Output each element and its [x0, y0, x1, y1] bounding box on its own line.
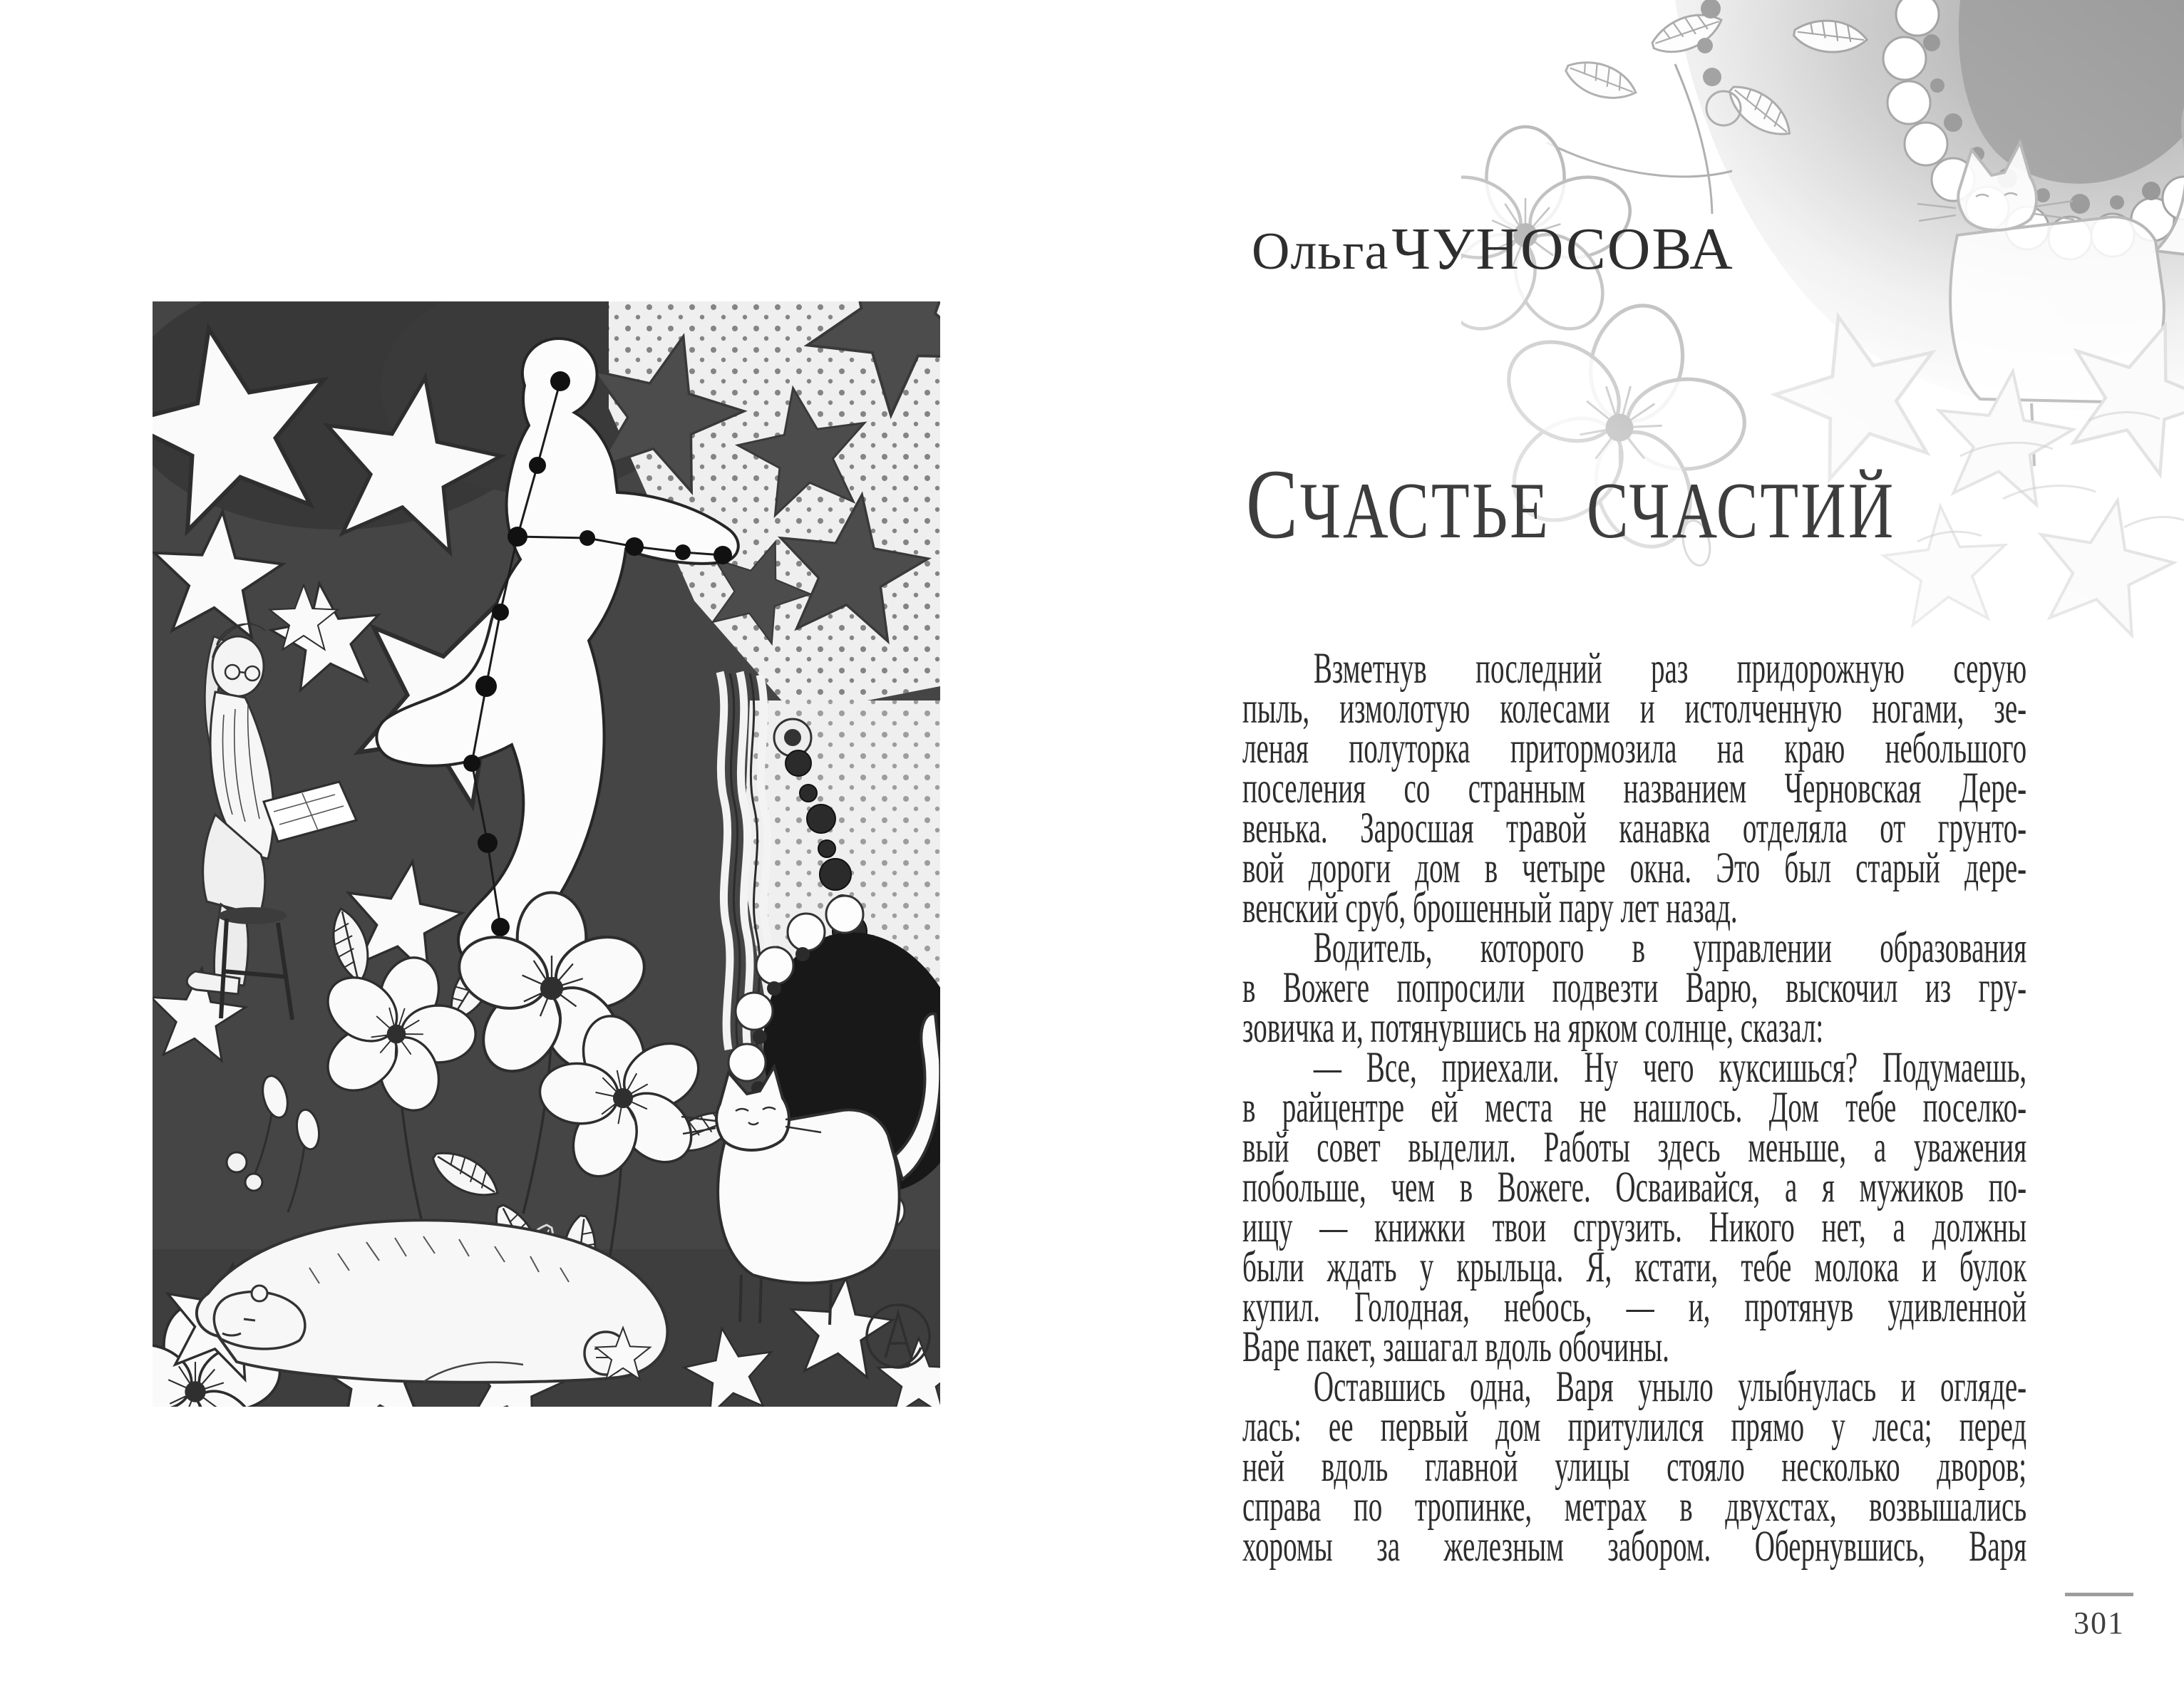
text-line: вый совет выделил. Работы здесь меньше, а уважения [1242, 1124, 2027, 1172]
page-number: 301 [2074, 1606, 2125, 1640]
story-title: СЧАСТЬЕ СЧАСТИЙ [1246, 449, 1896, 559]
text-line: Водитель, которого в управлении образования [1313, 924, 2027, 972]
faded-floral-decoration [1461, 0, 2184, 713]
paragraph [1242, 924, 2027, 1052]
text-line: побольше, чем в Вожеге. Осваивайся, а я мужиков по- [1242, 1164, 2027, 1211]
text-line: в райцентре ей места не нашлось. Дом тебе поселко- [1242, 1084, 2027, 1132]
text-line: справа по тропинке, метрах в двухстах, возвышались [1242, 1483, 2027, 1531]
text-line: были ждать у крыльца. Я, кстати, тебе молока и булок [1242, 1244, 2027, 1291]
text-line: поселения со странным названием Черновская Дере- [1242, 765, 2027, 812]
author-last-name: ЧУНОСОВА [1391, 216, 1734, 282]
text-line: хоромы за железным забором. Обернувшись, Варя [1242, 1523, 2027, 1571]
text-line: лась: ее первый дом притулился прямо у леса; перед [1242, 1403, 2027, 1451]
text-line: леная полуторка притормозила на краю небольшого [1242, 725, 2027, 772]
paragraph [1242, 1363, 2027, 1571]
text-line: Варе пакет, зашагал вдоль обочины. [1242, 1323, 1669, 1371]
star-constellation-illustration [153, 301, 940, 1407]
text-line: зовичка и, потянувшись на ярком солнце, сказал: [1242, 1004, 1824, 1052]
text-line: ищу — книжки твои сгрузить. Никого нет, а должны [1242, 1204, 2027, 1251]
author-name [1252, 216, 1734, 282]
text-line: Оставшись одна, Варя уныло улыбнулась и огляде- [1313, 1363, 2027, 1411]
folio-rule [2065, 1593, 2133, 1596]
text-line: купил. Голодная, небось, — и, протянув удивленной [1242, 1283, 2027, 1331]
story-body [1242, 645, 2027, 1571]
text-line: венька. Заросшая травой канавка отделяла от грунто- [1242, 805, 2027, 852]
text-line: венский сруб, брошенный пару лет назад. [1242, 884, 1738, 932]
paragraph [1242, 1044, 2027, 1371]
text-line: в Вожеге попросили подвезти Варю, выскочил из гру- [1242, 964, 2027, 1012]
text-line: ней вдоль главной улицы стояло несколько дворов; [1242, 1443, 2027, 1491]
author-first-name: Ольга [1252, 222, 1389, 281]
text-line: Взметнув последний раз придорожную серую [1313, 645, 2027, 693]
paragraph [1242, 645, 2027, 932]
text-line: пыль, измолотую колесами и истолченную ногами, зе- [1242, 685, 2027, 733]
text-line: — Все, приехали. Ну чего куксишься? Подумаешь, [1313, 1044, 2027, 1092]
text-line: вой дороги дом в четыре окна. Это был старый дере- [1242, 844, 2027, 892]
